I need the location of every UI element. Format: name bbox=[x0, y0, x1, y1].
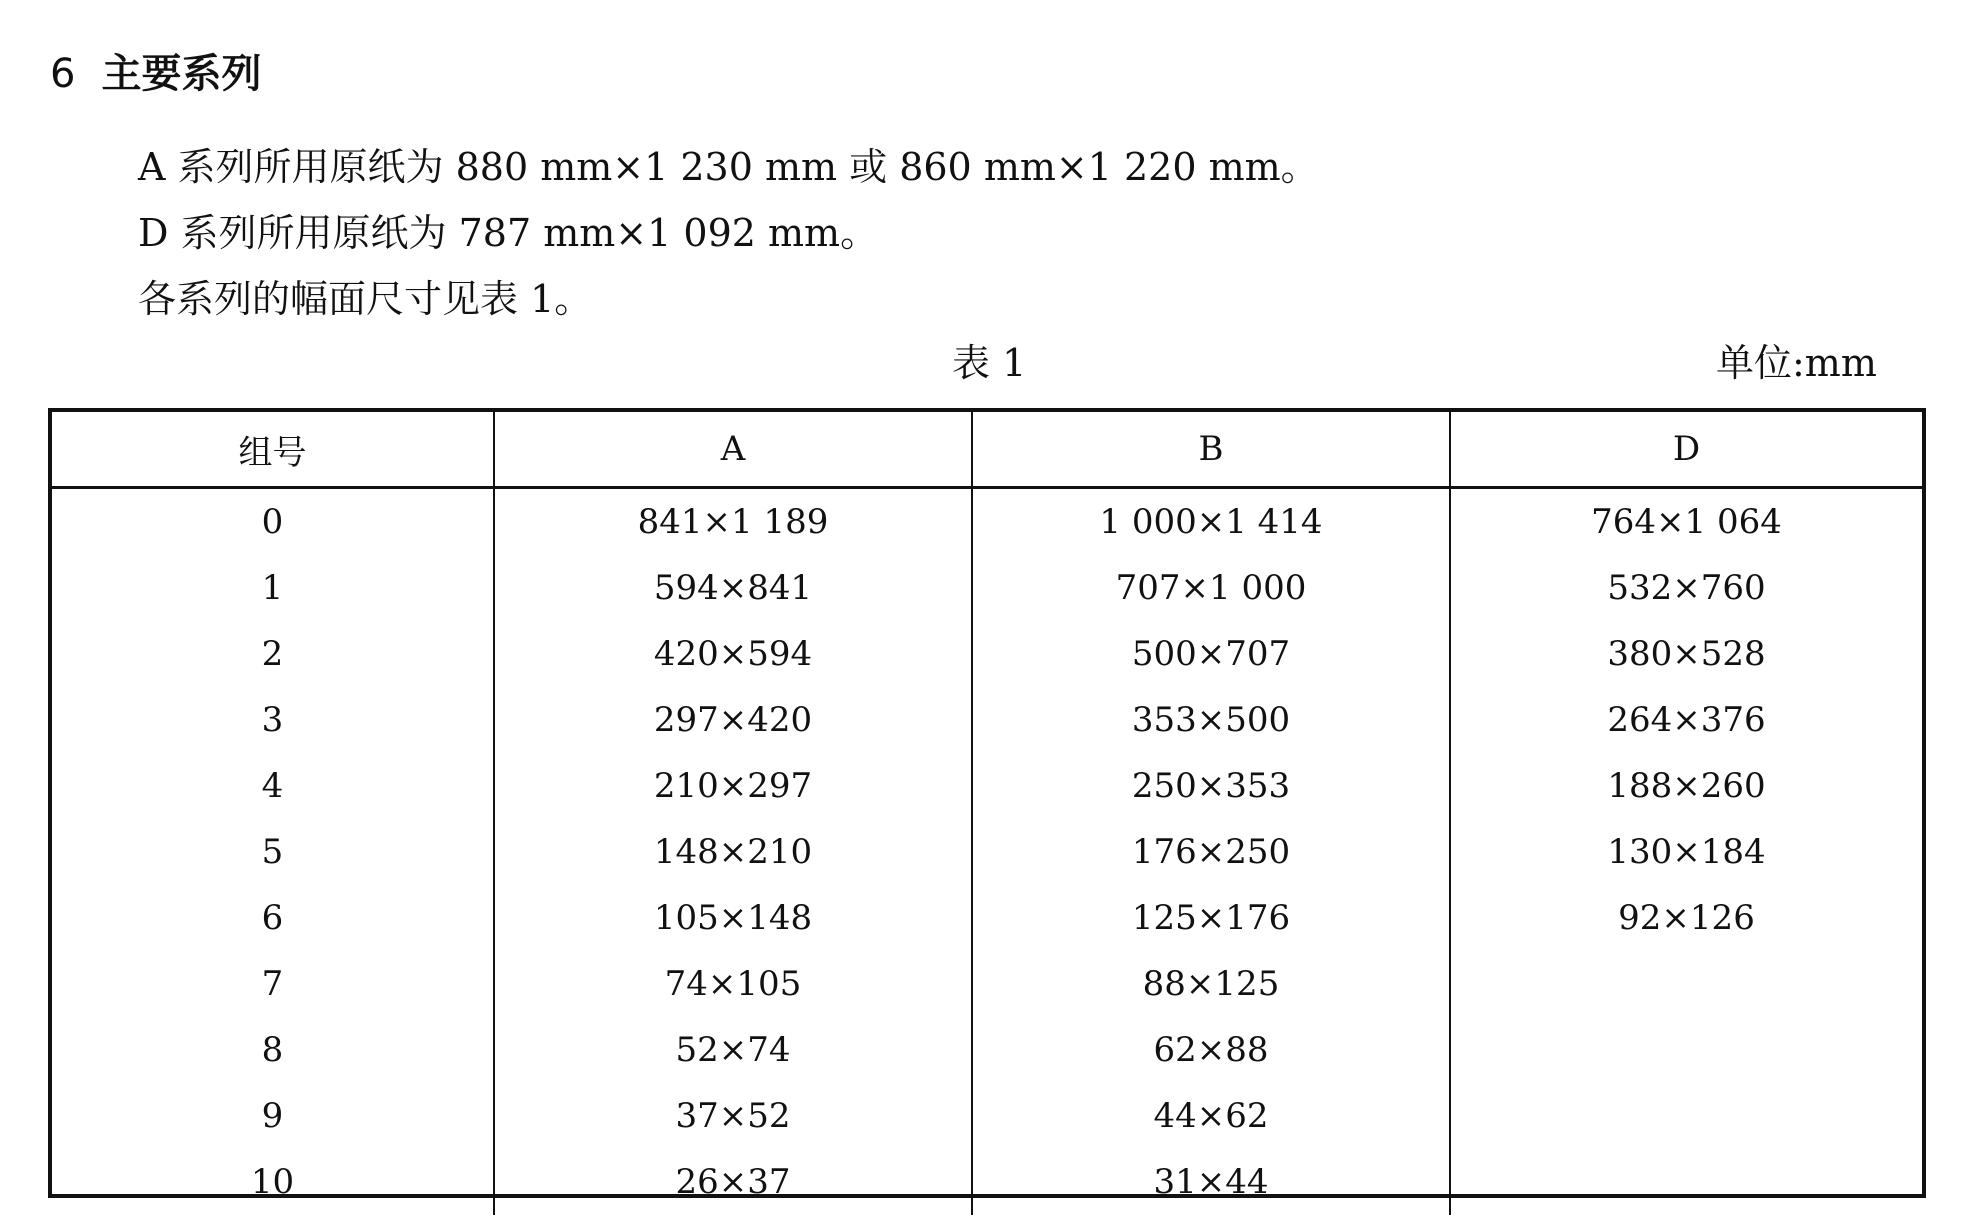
paragraph-d-series: D 系列所用原纸为 787 mm×1 092 mm。 bbox=[138, 211, 879, 255]
table-row bbox=[52, 488, 1922, 556]
cell-a: 26×37 bbox=[494, 1149, 972, 1215]
cell-d: 380×528 bbox=[1607, 634, 1766, 674]
cell-d bbox=[1450, 951, 1922, 1017]
section-number: 6 bbox=[50, 51, 76, 97]
cell-d bbox=[1450, 1083, 1922, 1149]
cell-group: 3 bbox=[52, 687, 494, 753]
cell-group: 2 bbox=[52, 621, 494, 687]
table-row bbox=[52, 819, 1922, 885]
size-table bbox=[48, 408, 1926, 1202]
header-group-number: 组号 bbox=[52, 412, 494, 488]
cell-b: 176×250 bbox=[972, 819, 1450, 885]
table-row bbox=[52, 951, 1922, 1017]
cell-a: 420×594 bbox=[494, 621, 972, 687]
cell-a: 297×420 bbox=[494, 687, 972, 753]
header-series-b: B bbox=[972, 412, 1450, 488]
cell-b: 31×44 bbox=[972, 1149, 1450, 1215]
table-row bbox=[52, 621, 1922, 687]
cell-b: 353×500 bbox=[972, 687, 1450, 753]
cell-b: 1 000×1 414 bbox=[972, 488, 1450, 556]
cell-b: 88×125 bbox=[972, 951, 1450, 1017]
table-caption: 表 1 bbox=[952, 341, 1027, 385]
cell-a: 210×297 bbox=[494, 753, 972, 819]
cell-a: 52×74 bbox=[494, 1017, 972, 1083]
cell-d: 532×760 bbox=[1607, 568, 1766, 608]
table-row bbox=[52, 1149, 1922, 1215]
cell-a: 74×105 bbox=[494, 951, 972, 1017]
header-series-d: D bbox=[1450, 412, 1922, 488]
cell-b: 707×1 000 bbox=[972, 555, 1450, 621]
cell-b: 62×88 bbox=[972, 1017, 1450, 1083]
cell-d: 188×260 bbox=[1607, 766, 1766, 806]
cell-group: 8 bbox=[52, 1017, 494, 1083]
cell-group: 4 bbox=[52, 753, 494, 819]
section-heading bbox=[50, 46, 261, 102]
cell-group: 5 bbox=[52, 819, 494, 885]
table-row bbox=[52, 1017, 1922, 1083]
cell-a: 105×148 bbox=[494, 885, 972, 951]
cell-d bbox=[1450, 1149, 1922, 1215]
table-row bbox=[52, 885, 1922, 951]
cell-group: 7 bbox=[52, 951, 494, 1017]
paragraph-table-reference: 各系列的幅面尺寸见表 1。 bbox=[138, 277, 593, 321]
table-header-row bbox=[52, 412, 1922, 488]
cell-d: 764×1 064 bbox=[1591, 502, 1782, 542]
table-unit-label: 单位:mm bbox=[1716, 341, 1877, 385]
cell-b: 125×176 bbox=[972, 885, 1450, 951]
cell-group: 1 bbox=[52, 555, 494, 621]
cell-group: 10 bbox=[52, 1149, 494, 1215]
cell-a: 148×210 bbox=[494, 819, 972, 885]
cell-d: 92×126 bbox=[1618, 898, 1755, 938]
cell-group: 6 bbox=[52, 885, 494, 951]
cell-d: 264×376 bbox=[1607, 700, 1766, 740]
table-row bbox=[52, 753, 1922, 819]
cell-d: 130×184 bbox=[1607, 832, 1766, 872]
table-row bbox=[52, 687, 1922, 753]
cell-b: 250×353 bbox=[972, 753, 1450, 819]
section-title: 主要系列 bbox=[101, 51, 262, 97]
cell-group: 0 bbox=[52, 488, 494, 556]
table-row bbox=[52, 555, 1922, 621]
cell-b: 44×62 bbox=[972, 1083, 1450, 1149]
header-series-a: A bbox=[494, 412, 972, 488]
paragraph-a-series: A 系列所用原纸为 880 mm×1 230 mm 或 860 mm×1 220 mm。 bbox=[138, 145, 1319, 189]
cell-group: 9 bbox=[52, 1083, 494, 1149]
cell-b: 500×707 bbox=[972, 621, 1450, 687]
cell-d bbox=[1450, 1017, 1922, 1083]
cell-a: 841×1 189 bbox=[494, 488, 972, 556]
cell-a: 37×52 bbox=[494, 1083, 972, 1149]
table-row bbox=[52, 1083, 1922, 1149]
cell-a: 594×841 bbox=[494, 555, 972, 621]
